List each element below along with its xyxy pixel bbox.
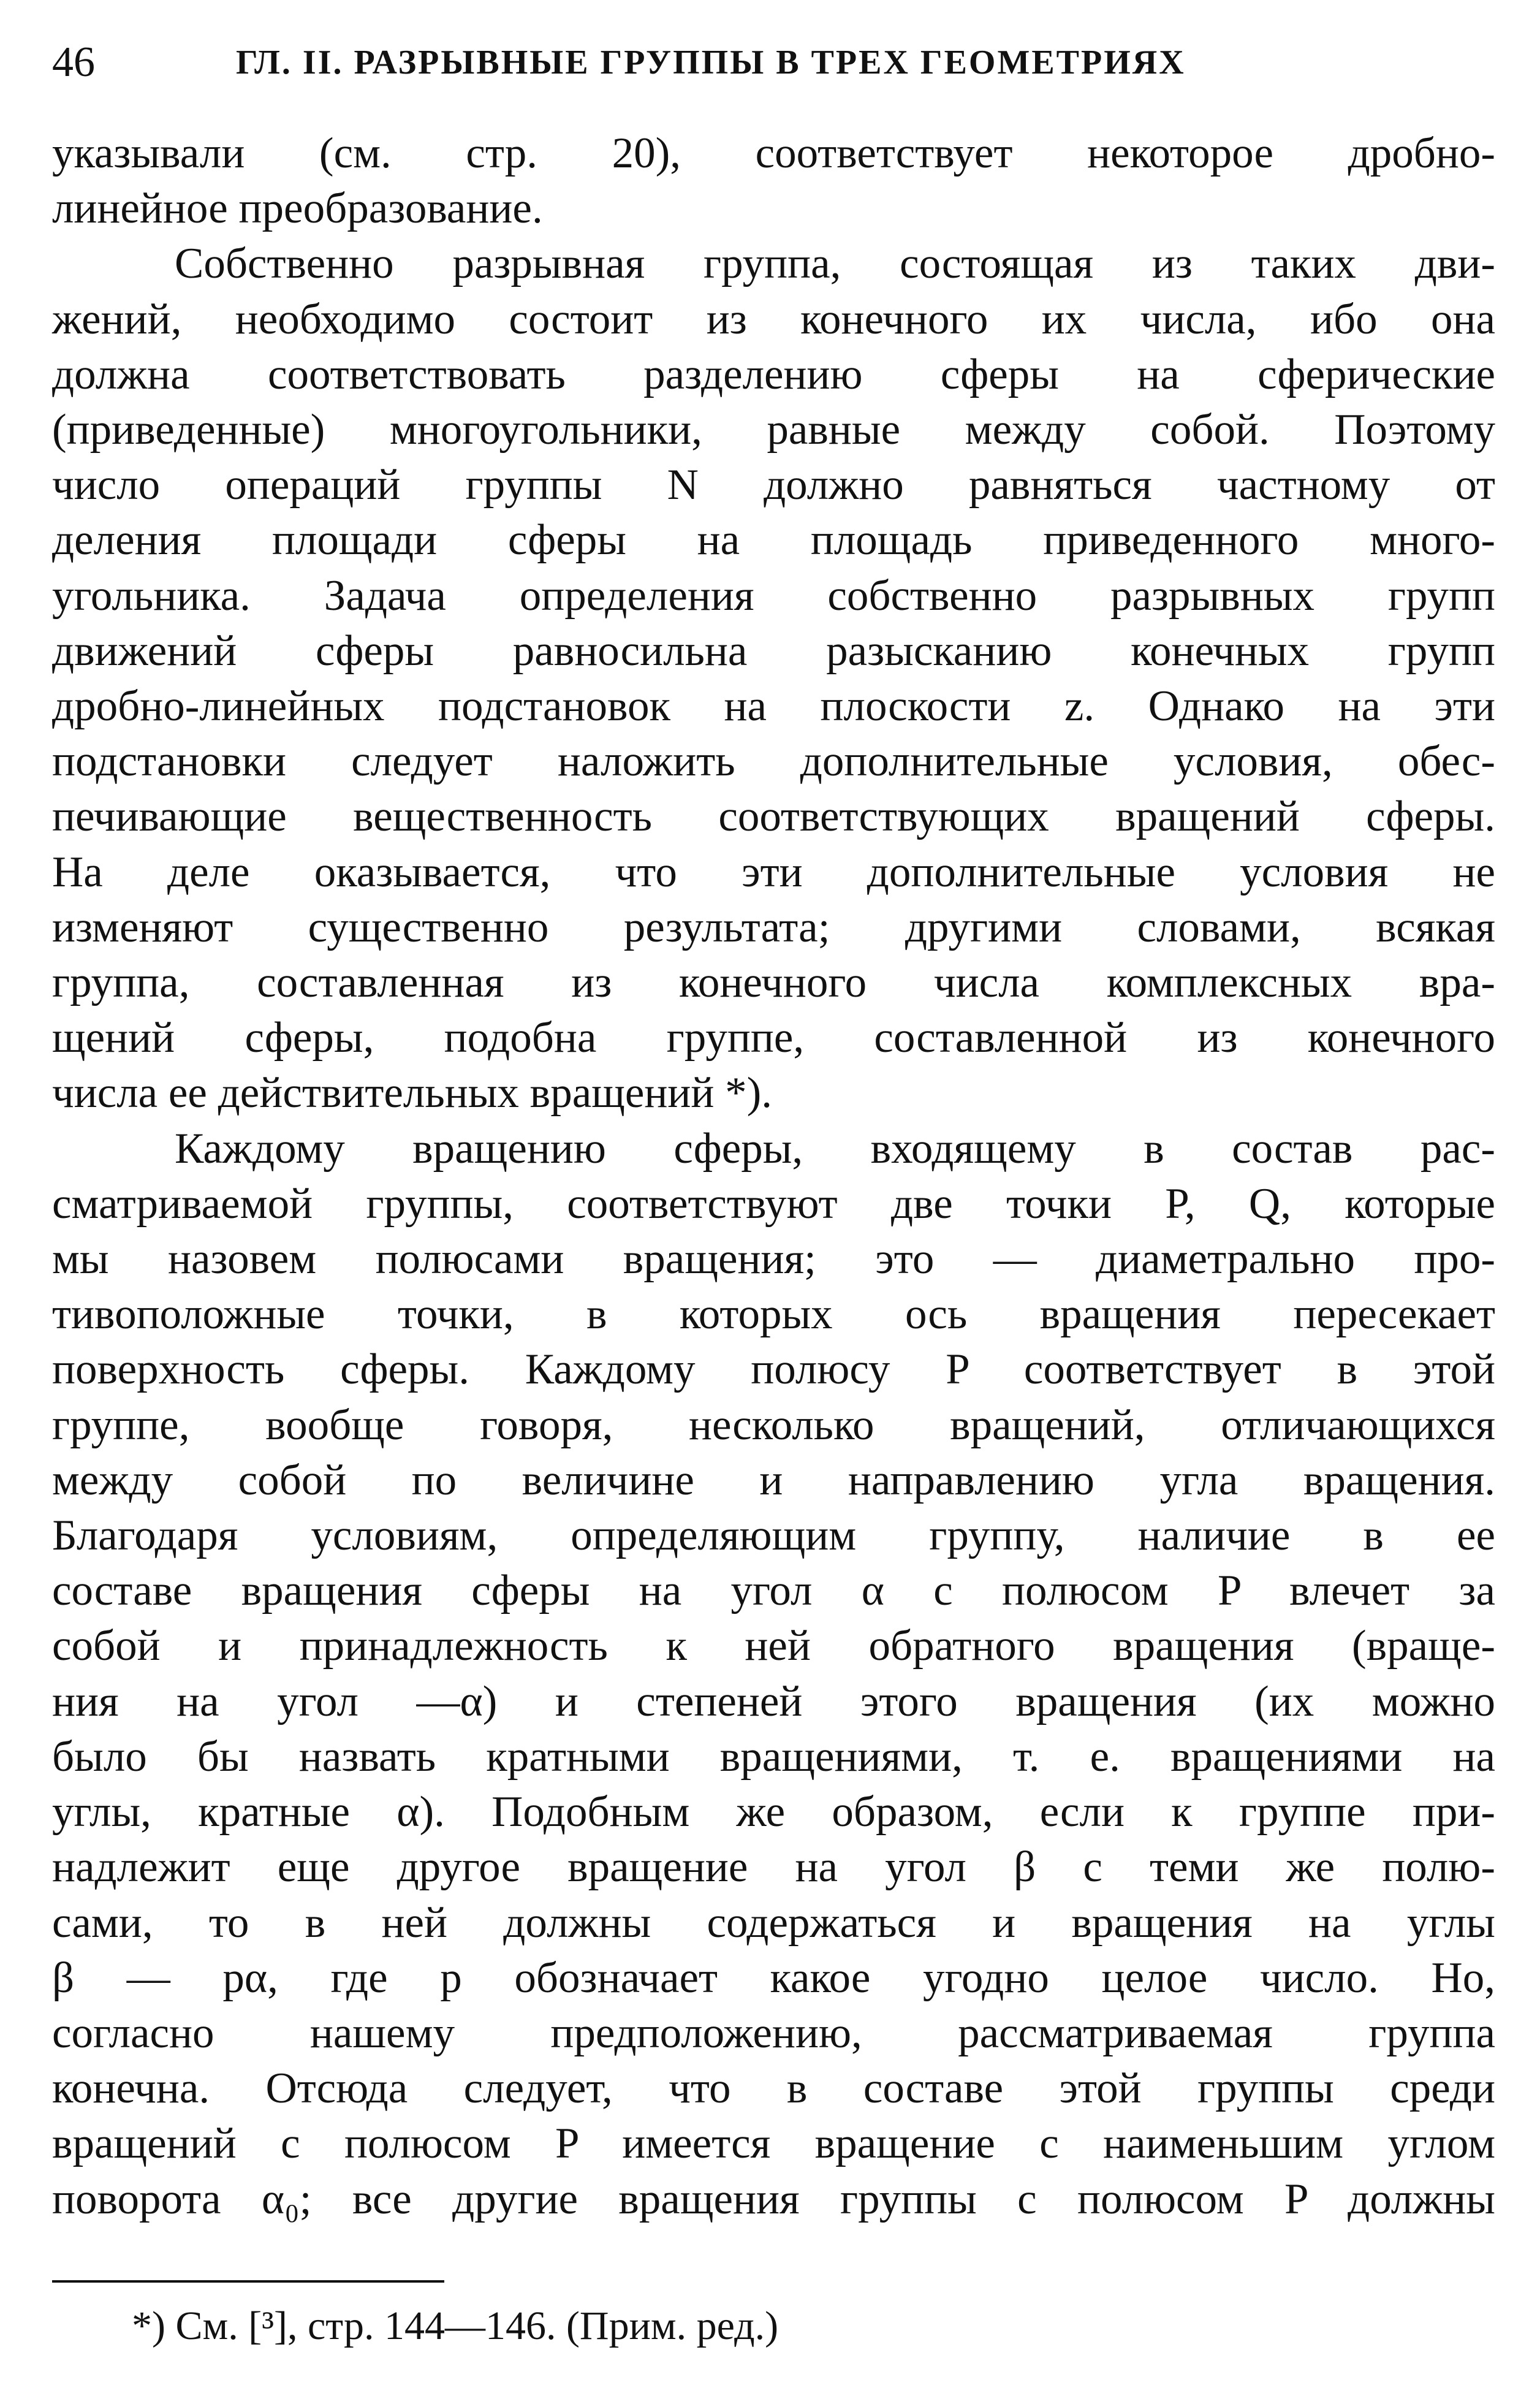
text-line: тивоположные точки, в которых ось вращения пересекает: [52, 1290, 1495, 1339]
text-line: поверхность сферы. Каждому полюсу P соответствует в этой: [52, 1345, 1495, 1394]
text-line: движений сферы равносильна разысканию конечных групп: [52, 626, 1495, 675]
text-line: углы, кратные α). Подобным же образом, если к группе при-: [52, 1788, 1495, 1836]
paragraph-2: [52, 236, 1495, 1120]
text-line: Собственно разрывная группа, состоящая из таких дви-: [175, 240, 1495, 288]
text-line: было бы назвать кратными вращениями, т. е. вращениями на: [52, 1732, 1495, 1781]
page-header: [52, 38, 1495, 87]
text-line: Каждому вращению сферы, входящему в состав рас-: [175, 1124, 1495, 1173]
text-line: дробно-линейных подстановок на плоскости z. Однако на эти: [52, 682, 1495, 731]
text-line: должна соответствовать разделению сферы на сферические: [52, 350, 1495, 398]
text-line: указывали (см. стр. 20), соответствует некоторое дробно-: [52, 129, 1495, 177]
text-line: жений, необходимо состоит из конечного их числа, ибо она: [52, 295, 1495, 343]
text-line: мы назовем полюсами вращения; это — диаметрально про-: [52, 1235, 1495, 1284]
text-line: подстановки следует наложить дополнительные условия, обес-: [52, 737, 1495, 786]
footnote-divider: [52, 2280, 444, 2283]
text-line: надлежит еще другое вращение на угол β с теми же полю-: [52, 1843, 1495, 1892]
paragraph-3: [52, 1121, 1495, 2227]
text-line: сматриваемой группы, соответствуют две точки P, Q, которые: [52, 1179, 1495, 1228]
text-line: группе, вообще говоря, несколько вращений, отличающихся: [52, 1401, 1495, 1449]
text-line: угольника. Задача определения собственно разрывных групп: [52, 571, 1495, 620]
text-line: вращений с полюсом P имеется вращение с наименьшим углом: [52, 2120, 1495, 2168]
text-line: деления площади сферы на площадь приведенного много-: [52, 516, 1495, 565]
text-line: щений сферы, подобна группе, составленной из конечного: [52, 1014, 1495, 1062]
text-line: линейное преобразование.: [52, 184, 543, 233]
text-line: группа, составленная из конечного числа комплексных вра-: [52, 959, 1495, 1007]
text-line: число операций группы N должно равняться частному от: [52, 461, 1495, 509]
text-line: ния на угол —α) и степеней этого вращения (их можно: [52, 1677, 1495, 1725]
text-line: печивающие вещественность соответствующих вращений сферы.: [52, 793, 1495, 841]
text-line: конечна. Отсюда следует, что в составе этой группы среди: [52, 2064, 1495, 2113]
text-line: собой и принадлежность к ней обратного вращения (враще-: [52, 1622, 1495, 1670]
text-line: поворота α₀; все другие вращения группы с полюсом P должны: [52, 2175, 1495, 2223]
text-line: изменяют существенно результата; другими словами, всякая: [52, 903, 1495, 951]
text-line: числа ее действительных вращений *).: [52, 1069, 773, 1117]
footnote: *) См. [³], стр. 144—146. (Прим. ред.): [132, 2303, 779, 2348]
text-line: между собой по величине и направлению угла вращения.: [52, 1456, 1495, 1504]
page-number: 46: [52, 39, 95, 86]
paragraph-1: [52, 126, 1495, 236]
body-text: [52, 126, 1495, 2227]
text-line: (приведенные) многоугольники, равные между собой. Поэтому: [52, 406, 1495, 454]
text-line: На деле оказывается, что эти дополнительные условия не: [52, 848, 1495, 896]
text-line: согласно нашему предположению, рассматриваемая группа: [52, 2009, 1495, 2057]
text-line: составе вращения сферы на угол α с полюсом P влечет за: [52, 1567, 1495, 1615]
text-line: β — pα, где p обозначает какое угодно целое число. Но,: [52, 1953, 1495, 2002]
text-line: сами, то в ней должны содержаться и вращения на углы: [52, 1898, 1495, 1947]
running-head: ГЛ. II. РАЗРЫВНЫЕ ГРУППЫ В ТРЕХ ГЕОМЕТРИЯХ: [236, 44, 1186, 82]
text-line: Благодаря условиям, определяющим группу, наличие в ее: [52, 1512, 1495, 1560]
